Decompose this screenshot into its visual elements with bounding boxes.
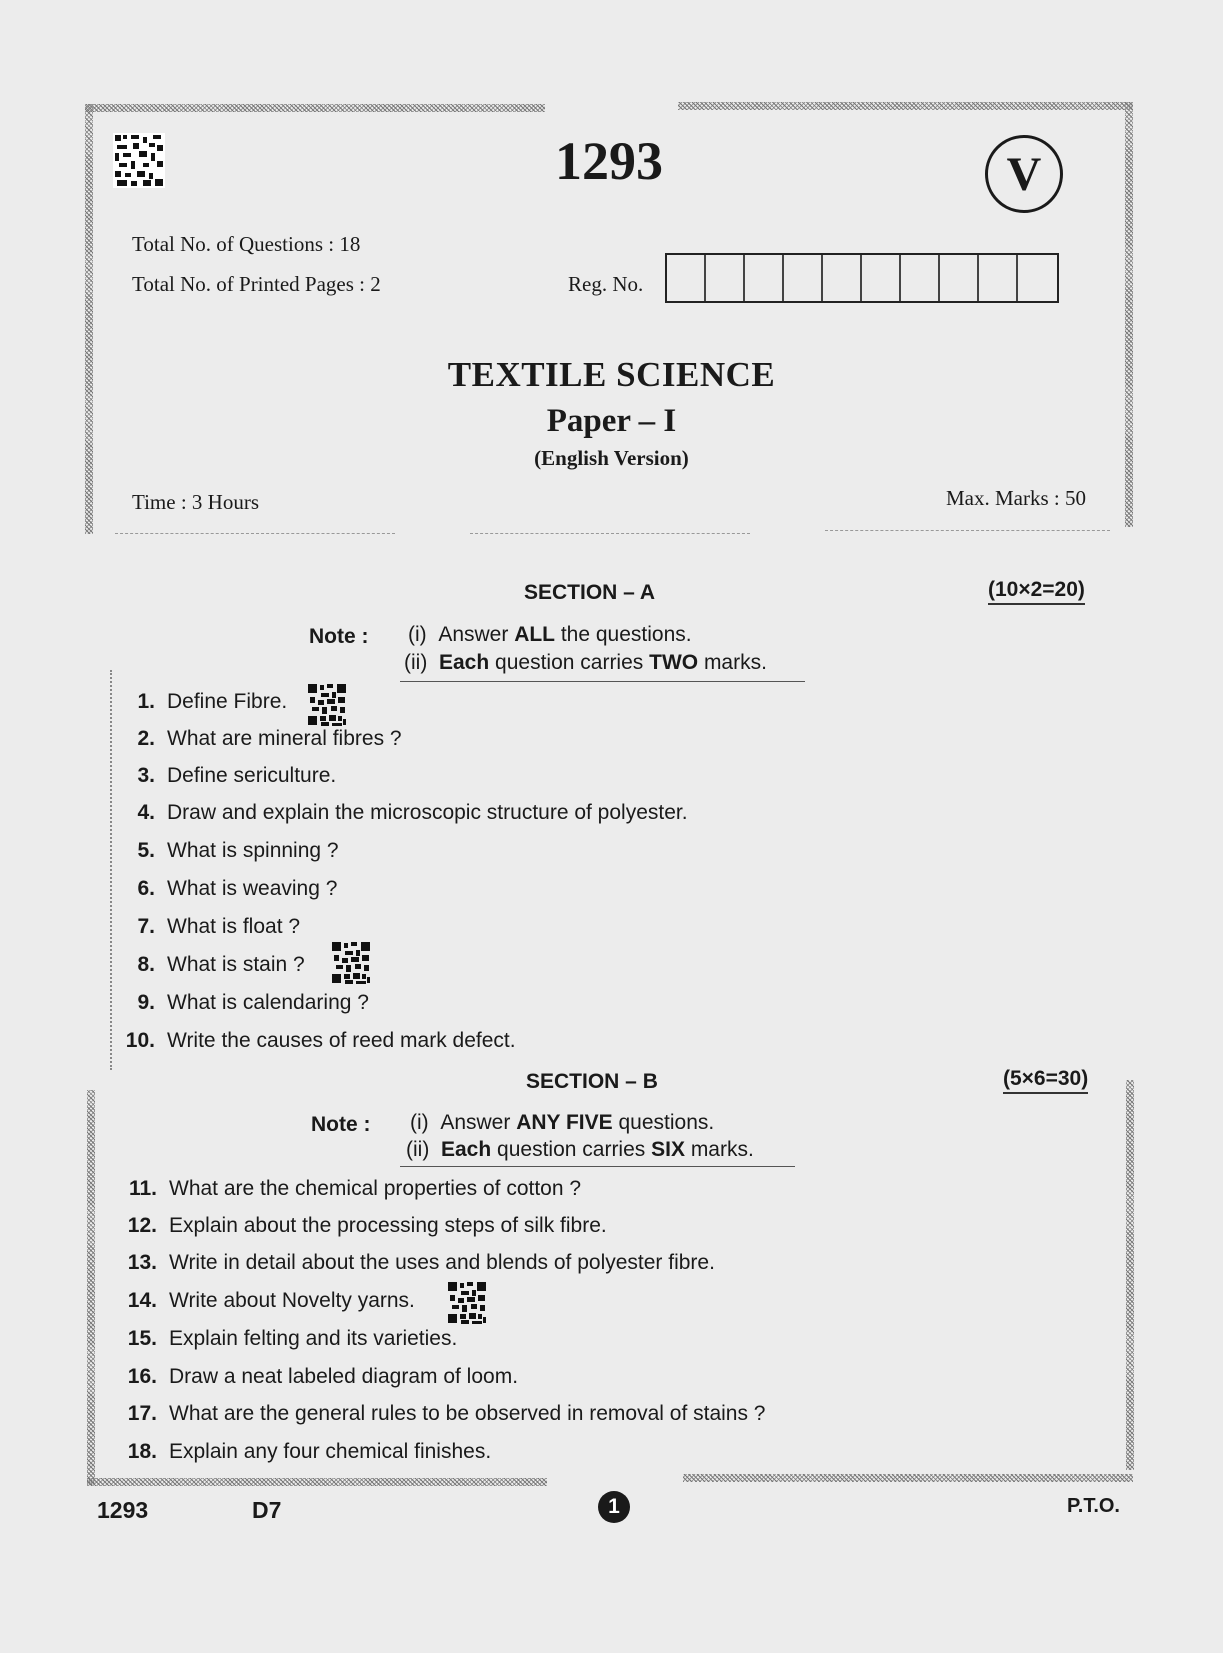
top-border-right [678,102,1133,110]
question-item [119,1327,457,1351]
version-label: (English Version) [534,446,689,470]
section-b-right-border [1126,1080,1134,1470]
reg-no-box[interactable] [901,255,940,301]
footer-series-code: D7 [252,1497,282,1523]
section-a-note-label: Note : [309,625,369,648]
footer-page-number: 1 [598,1491,630,1523]
question-number: 10. [125,1029,155,1052]
question-item [119,1251,715,1275]
question-number: 8. [137,953,155,976]
question-item [117,877,337,901]
question-text: Define Fibre. [167,690,288,713]
time-label: Time : 3 Hours [132,490,259,514]
section-b-note-label: Note : [311,1113,371,1136]
question-item [117,839,339,863]
subject-title: TEXTILE SCIENCE [447,355,776,394]
question-number: 6. [137,877,155,900]
note-num: (i) [408,623,427,646]
paper-code: 1293 [555,131,663,191]
question-text: What is spinning ? [167,839,339,862]
section-b-note-underline [400,1166,795,1167]
note-text: the questions. [555,623,692,646]
paper-title: Paper – I [546,403,677,439]
question-number: 12. [127,1214,157,1237]
question-number: 14. [127,1289,157,1312]
header-bottom-rule-3 [825,530,1110,531]
question-item [117,915,300,939]
question-number: 17. [127,1402,157,1425]
qr-code-icon [113,133,165,188]
question-item [119,1365,518,1389]
reg-no-box[interactable] [745,255,784,301]
note-num: (ii) [404,651,428,674]
header-bottom-rule-2 [470,533,750,534]
total-questions: Total No. of Questions : 18 [132,232,361,256]
total-printed-pages: Total No. of Printed Pages : 2 [132,272,381,296]
note-text: question carries [491,1138,652,1161]
section-a-note-2 [404,651,767,675]
note-emphasis: Each [441,1138,492,1161]
note-num: (i) [410,1111,429,1134]
reg-no-box[interactable] [784,255,823,301]
question-text: What are the general rules to be observed in removal of stains ? [169,1402,766,1425]
reg-no-boxes[interactable] [665,253,1059,303]
note-emphasis: SIX [651,1138,685,1161]
bottom-border-right [683,1474,1133,1482]
question-item [119,1402,766,1426]
note-emphasis: ANY FIVE [516,1111,613,1134]
note-num: (ii) [406,1138,430,1161]
reg-no-box[interactable] [979,255,1018,301]
question-item [119,1289,415,1313]
note-text: marks. [698,651,767,674]
reg-no-box[interactable] [862,255,901,301]
question-number: 9. [137,991,155,1014]
footer-pto: P.T.O. [1067,1495,1120,1517]
section-b-note-1 [410,1111,714,1135]
question-text: Explain about the processing steps of silk fibre. [169,1214,607,1237]
question-item [117,801,688,825]
question-item [117,953,305,977]
question-text: What are mineral fibres ? [167,727,402,750]
section-a-note-underline [400,681,805,682]
top-border-left [85,104,545,112]
question-number: 2. [137,727,155,750]
question-number: 18. [127,1440,157,1463]
question-item [117,1029,516,1053]
section-a-note-1 [408,623,692,647]
question-text: What is weaving ? [167,877,338,900]
question-text: Define sericulture. [167,764,337,787]
question-text: Explain felting and its varieties. [169,1327,458,1350]
question-number: 4. [137,801,155,824]
note-text: marks. [684,1138,754,1161]
reg-no-box[interactable] [1018,255,1057,301]
section-b-marks: (5×6=30) [1003,1067,1088,1094]
note-text: questions. [612,1111,715,1134]
question-text: Write in detail about the uses and blends of polyester fibre. [169,1251,715,1274]
question-number: 13. [127,1251,157,1274]
bottom-border-left [87,1478,547,1486]
version-circle-badge: V [985,135,1063,213]
question-item [117,727,402,751]
header-bottom-rule-1 [115,533,395,534]
question-text: Draw and explain the microscopic structure of polyester. [167,801,688,824]
question-text: What is float ? [167,915,301,938]
note-emphasis: Each [439,651,490,674]
note-emphasis: TWO [649,651,699,674]
question-item [117,991,369,1015]
question-number: 1. [137,690,155,713]
section-a-title: SECTION – A [524,581,656,604]
section-a-margin-line [110,670,112,1070]
section-b-title: SECTION – B [526,1070,658,1093]
qr-code-icon [447,1281,487,1325]
section-b-left-border [87,1090,95,1485]
question-item [119,1440,491,1464]
qr-code-icon [307,683,347,727]
question-number: 16. [127,1365,157,1388]
question-number: 5. [137,839,155,862]
question-text: Write about Novelty yarns. [169,1289,415,1312]
reg-no-box[interactable] [706,255,745,301]
question-text: Draw a neat labeled diagram of loom. [169,1365,519,1388]
question-text: What is calendaring ? [167,991,369,1014]
question-number: 7. [137,915,155,938]
question-text: Explain any four chemical finishes. [169,1440,492,1463]
reg-no-box[interactable] [667,255,706,301]
question-item [119,1177,581,1201]
question-number: 3. [137,764,155,787]
section-a-marks: (10×2=20) [988,578,1085,605]
question-number: 11. [128,1177,157,1200]
qr-code-icon [331,941,371,985]
section-b-note-2 [406,1138,754,1162]
question-text: Write the causes of reed mark defect. [167,1029,516,1052]
footer-paper-code: 1293 [97,1497,149,1523]
note-text: Answer [438,623,515,646]
question-item [119,1214,607,1238]
note-text: question carries [489,651,650,674]
note-text: Answer [440,1111,517,1134]
question-text: What are the chemical properties of cotton ? [169,1177,582,1200]
reg-no-box[interactable] [823,255,862,301]
question-text: What is stain ? [167,953,305,976]
reg-no-label: Reg. No. [568,272,644,296]
question-item [117,764,336,788]
reg-no-box[interactable] [940,255,979,301]
max-marks-label: Max. Marks : 50 [946,486,1086,510]
question-number: 15. [127,1327,157,1350]
question-item [117,690,287,714]
note-emphasis: ALL [514,623,556,646]
